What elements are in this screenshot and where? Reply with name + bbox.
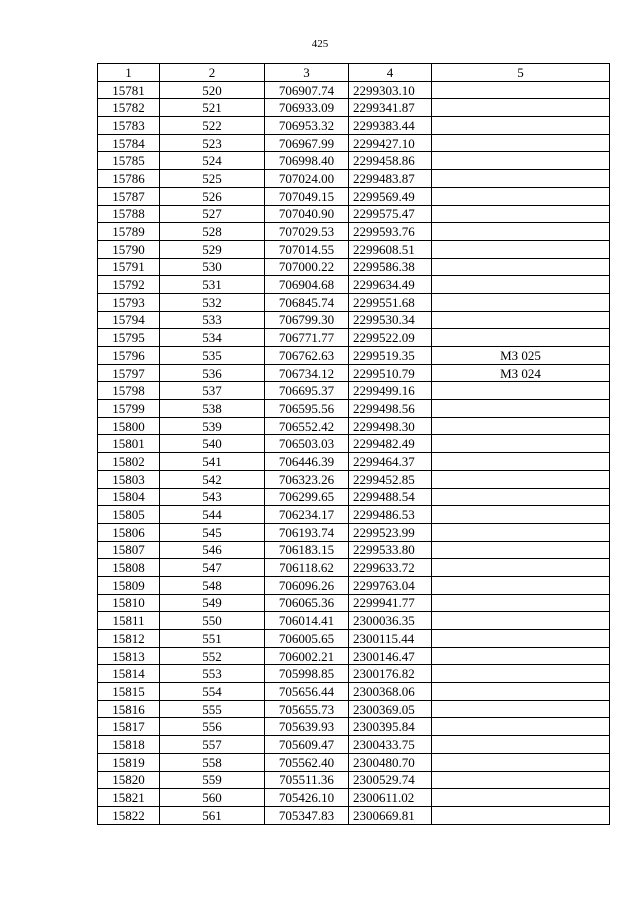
vertex-number-cell: 522 bbox=[160, 117, 265, 135]
point-number-cell: 15796 bbox=[98, 347, 160, 365]
x-coordinate-cell: 705609.47 bbox=[265, 736, 349, 754]
y-coordinate-cell: 2299488.54 bbox=[349, 488, 432, 506]
y-coordinate-cell: 2299499.16 bbox=[349, 382, 432, 400]
y-coordinate-cell: 2299510.79 bbox=[349, 364, 432, 382]
x-coordinate-cell: 707040.90 bbox=[265, 205, 349, 223]
note-cell bbox=[432, 99, 610, 117]
note-cell bbox=[432, 453, 610, 471]
vertex-number-cell: 532 bbox=[160, 293, 265, 311]
x-coordinate-cell: 706799.30 bbox=[265, 311, 349, 329]
table-row bbox=[98, 276, 610, 294]
vertex-number-cell: 540 bbox=[160, 435, 265, 453]
note-cell bbox=[432, 789, 610, 807]
point-number-cell: 15783 bbox=[98, 117, 160, 135]
y-coordinate-cell: 2299498.56 bbox=[349, 400, 432, 418]
note-cell bbox=[432, 134, 610, 152]
note-cell bbox=[432, 187, 610, 205]
y-coordinate-cell: 2299458.86 bbox=[349, 152, 432, 170]
y-coordinate-cell: 2300433.75 bbox=[349, 736, 432, 754]
x-coordinate-cell: 706503.03 bbox=[265, 435, 349, 453]
table-header-row bbox=[98, 64, 610, 82]
table-row bbox=[98, 329, 610, 347]
table-row bbox=[98, 99, 610, 117]
y-coordinate-cell: 2299551.68 bbox=[349, 293, 432, 311]
vertex-number-cell: 524 bbox=[160, 152, 265, 170]
table-row bbox=[98, 134, 610, 152]
x-coordinate-cell: 705656.44 bbox=[265, 683, 349, 701]
table-row bbox=[98, 488, 610, 506]
note-cell bbox=[432, 311, 610, 329]
y-coordinate-cell: 2299763.04 bbox=[349, 576, 432, 594]
point-number-cell: 15789 bbox=[98, 223, 160, 241]
note-cell bbox=[432, 594, 610, 612]
note-cell bbox=[432, 700, 610, 718]
note-cell: МЗ 025 bbox=[432, 347, 610, 365]
y-coordinate-cell: 2299486.53 bbox=[349, 506, 432, 524]
point-number-cell: 15815 bbox=[98, 683, 160, 701]
x-coordinate-cell: 707029.53 bbox=[265, 223, 349, 241]
note-cell bbox=[432, 506, 610, 524]
table-row bbox=[98, 806, 610, 824]
y-coordinate-cell: 2299482.49 bbox=[349, 435, 432, 453]
table-row bbox=[98, 258, 610, 276]
vertex-number-cell: 545 bbox=[160, 523, 265, 541]
note-cell bbox=[432, 736, 610, 754]
note-cell bbox=[432, 470, 610, 488]
table-row bbox=[98, 400, 610, 418]
y-coordinate-cell: 2299523.99 bbox=[349, 523, 432, 541]
x-coordinate-cell: 707000.22 bbox=[265, 258, 349, 276]
note-cell bbox=[432, 417, 610, 435]
vertex-number-cell: 523 bbox=[160, 134, 265, 152]
vertex-number-cell: 526 bbox=[160, 187, 265, 205]
x-coordinate-cell: 705347.83 bbox=[265, 806, 349, 824]
point-number-cell: 15799 bbox=[98, 400, 160, 418]
table-row bbox=[98, 240, 610, 258]
x-coordinate-cell: 706904.68 bbox=[265, 276, 349, 294]
x-coordinate-cell: 707014.55 bbox=[265, 240, 349, 258]
point-number-cell: 15809 bbox=[98, 576, 160, 594]
y-coordinate-cell: 2300369.05 bbox=[349, 700, 432, 718]
table-row bbox=[98, 417, 610, 435]
x-coordinate-cell: 705562.40 bbox=[265, 753, 349, 771]
note-cell bbox=[432, 541, 610, 559]
table-row bbox=[98, 753, 610, 771]
point-number-cell: 15786 bbox=[98, 170, 160, 188]
column-header-5: 5 bbox=[432, 64, 610, 82]
y-coordinate-cell: 2300115.44 bbox=[349, 630, 432, 648]
vertex-number-cell: 559 bbox=[160, 771, 265, 789]
table-row bbox=[98, 771, 610, 789]
table-body bbox=[98, 81, 610, 824]
y-coordinate-cell: 2299569.49 bbox=[349, 187, 432, 205]
table-row bbox=[98, 736, 610, 754]
note-cell bbox=[432, 223, 610, 241]
vertex-number-cell: 548 bbox=[160, 576, 265, 594]
x-coordinate-cell: 706552.42 bbox=[265, 417, 349, 435]
vertex-number-cell: 550 bbox=[160, 612, 265, 630]
point-number-cell: 15808 bbox=[98, 559, 160, 577]
point-number-cell: 15821 bbox=[98, 789, 160, 807]
table-row bbox=[98, 364, 610, 382]
x-coordinate-cell: 706299.65 bbox=[265, 488, 349, 506]
vertex-number-cell: 547 bbox=[160, 559, 265, 577]
x-coordinate-cell: 706002.21 bbox=[265, 647, 349, 665]
table-row bbox=[98, 647, 610, 665]
point-number-cell: 15790 bbox=[98, 240, 160, 258]
vertex-number-cell: 527 bbox=[160, 205, 265, 223]
column-header-1: 1 bbox=[98, 64, 160, 82]
y-coordinate-cell: 2300669.81 bbox=[349, 806, 432, 824]
point-number-cell: 15819 bbox=[98, 753, 160, 771]
x-coordinate-cell: 706234.17 bbox=[265, 506, 349, 524]
y-coordinate-cell: 2300036.35 bbox=[349, 612, 432, 630]
vertex-number-cell: 560 bbox=[160, 789, 265, 807]
note-cell bbox=[432, 81, 610, 99]
note-cell bbox=[432, 170, 610, 188]
vertex-number-cell: 556 bbox=[160, 718, 265, 736]
y-coordinate-cell: 2299483.87 bbox=[349, 170, 432, 188]
point-number-cell: 15812 bbox=[98, 630, 160, 648]
table-row bbox=[98, 718, 610, 736]
vertex-number-cell: 529 bbox=[160, 240, 265, 258]
table-row bbox=[98, 170, 610, 188]
x-coordinate-cell: 706183.15 bbox=[265, 541, 349, 559]
y-coordinate-cell: 2299519.35 bbox=[349, 347, 432, 365]
y-coordinate-cell: 2299593.76 bbox=[349, 223, 432, 241]
y-coordinate-cell: 2299452.85 bbox=[349, 470, 432, 488]
point-number-cell: 15784 bbox=[98, 134, 160, 152]
y-coordinate-cell: 2299634.49 bbox=[349, 276, 432, 294]
y-coordinate-cell: 2299530.34 bbox=[349, 311, 432, 329]
x-coordinate-cell: 706118.62 bbox=[265, 559, 349, 577]
x-coordinate-cell: 706933.09 bbox=[265, 99, 349, 117]
vertex-number-cell: 549 bbox=[160, 594, 265, 612]
x-coordinate-cell: 706695.37 bbox=[265, 382, 349, 400]
table-row bbox=[98, 541, 610, 559]
point-number-cell: 15802 bbox=[98, 453, 160, 471]
x-coordinate-cell: 706193.74 bbox=[265, 523, 349, 541]
point-number-cell: 15795 bbox=[98, 329, 160, 347]
vertex-number-cell: 551 bbox=[160, 630, 265, 648]
point-number-cell: 15800 bbox=[98, 417, 160, 435]
point-number-cell: 15806 bbox=[98, 523, 160, 541]
y-coordinate-cell: 2299383.44 bbox=[349, 117, 432, 135]
vertex-number-cell: 539 bbox=[160, 417, 265, 435]
x-coordinate-cell: 706446.39 bbox=[265, 453, 349, 471]
note-cell bbox=[432, 240, 610, 258]
table-row bbox=[98, 81, 610, 99]
x-coordinate-cell: 706967.99 bbox=[265, 134, 349, 152]
column-header-3: 3 bbox=[265, 64, 349, 82]
vertex-number-cell: 534 bbox=[160, 329, 265, 347]
y-coordinate-cell: 2299633.72 bbox=[349, 559, 432, 577]
x-coordinate-cell: 706096.26 bbox=[265, 576, 349, 594]
point-number-cell: 15814 bbox=[98, 665, 160, 683]
point-number-cell: 15803 bbox=[98, 470, 160, 488]
coordinates-table bbox=[97, 63, 610, 825]
y-coordinate-cell: 2299533.80 bbox=[349, 541, 432, 559]
x-coordinate-cell: 707024.00 bbox=[265, 170, 349, 188]
y-coordinate-cell: 2299586.38 bbox=[349, 258, 432, 276]
x-coordinate-cell: 706771.77 bbox=[265, 329, 349, 347]
vertex-number-cell: 533 bbox=[160, 311, 265, 329]
point-number-cell: 15817 bbox=[98, 718, 160, 736]
y-coordinate-cell: 2299575.47 bbox=[349, 205, 432, 223]
point-number-cell: 15791 bbox=[98, 258, 160, 276]
table-row bbox=[98, 117, 610, 135]
vertex-number-cell: 530 bbox=[160, 258, 265, 276]
y-coordinate-cell: 2300176.82 bbox=[349, 665, 432, 683]
note-cell bbox=[432, 576, 610, 594]
note-cell bbox=[432, 258, 610, 276]
table-row bbox=[98, 665, 610, 683]
point-number-cell: 15822 bbox=[98, 806, 160, 824]
x-coordinate-cell: 706595.56 bbox=[265, 400, 349, 418]
vertex-number-cell: 558 bbox=[160, 753, 265, 771]
point-number-cell: 15816 bbox=[98, 700, 160, 718]
note-cell bbox=[432, 665, 610, 683]
y-coordinate-cell: 2299427.10 bbox=[349, 134, 432, 152]
table-row bbox=[98, 559, 610, 577]
table-row bbox=[98, 506, 610, 524]
note-cell bbox=[432, 753, 610, 771]
y-coordinate-cell: 2300480.70 bbox=[349, 753, 432, 771]
vertex-number-cell: 538 bbox=[160, 400, 265, 418]
vertex-number-cell: 555 bbox=[160, 700, 265, 718]
x-coordinate-cell: 705511.36 bbox=[265, 771, 349, 789]
vertex-number-cell: 553 bbox=[160, 665, 265, 683]
table-row bbox=[98, 293, 610, 311]
note-cell bbox=[432, 435, 610, 453]
vertex-number-cell: 541 bbox=[160, 453, 265, 471]
note-cell bbox=[432, 488, 610, 506]
vertex-number-cell: 554 bbox=[160, 683, 265, 701]
y-coordinate-cell: 2299941.77 bbox=[349, 594, 432, 612]
x-coordinate-cell: 706323.26 bbox=[265, 470, 349, 488]
vertex-number-cell: 535 bbox=[160, 347, 265, 365]
table-row bbox=[98, 700, 610, 718]
y-coordinate-cell: 2299464.37 bbox=[349, 453, 432, 471]
note-cell bbox=[432, 152, 610, 170]
table-row bbox=[98, 453, 610, 471]
point-number-cell: 15805 bbox=[98, 506, 160, 524]
point-number-cell: 15804 bbox=[98, 488, 160, 506]
point-number-cell: 15787 bbox=[98, 187, 160, 205]
x-coordinate-cell: 706762.63 bbox=[265, 347, 349, 365]
table-row bbox=[98, 630, 610, 648]
table-row bbox=[98, 576, 610, 594]
note-cell bbox=[432, 276, 610, 294]
point-number-cell: 15820 bbox=[98, 771, 160, 789]
vertex-number-cell: 536 bbox=[160, 364, 265, 382]
point-number-cell: 15801 bbox=[98, 435, 160, 453]
vertex-number-cell: 528 bbox=[160, 223, 265, 241]
table-row bbox=[98, 683, 610, 701]
y-coordinate-cell: 2299303.10 bbox=[349, 81, 432, 99]
point-number-cell: 15798 bbox=[98, 382, 160, 400]
table-row bbox=[98, 205, 610, 223]
x-coordinate-cell: 705655.73 bbox=[265, 700, 349, 718]
note-cell bbox=[432, 718, 610, 736]
x-coordinate-cell: 707049.15 bbox=[265, 187, 349, 205]
column-header-4: 4 bbox=[349, 64, 432, 82]
column-header-2: 2 bbox=[160, 64, 265, 82]
x-coordinate-cell: 705998.85 bbox=[265, 665, 349, 683]
point-number-cell: 15785 bbox=[98, 152, 160, 170]
point-number-cell: 15792 bbox=[98, 276, 160, 294]
point-number-cell: 15782 bbox=[98, 99, 160, 117]
y-coordinate-cell: 2300368.06 bbox=[349, 683, 432, 701]
x-coordinate-cell: 706005.65 bbox=[265, 630, 349, 648]
y-coordinate-cell: 2299498.30 bbox=[349, 417, 432, 435]
x-coordinate-cell: 706907.74 bbox=[265, 81, 349, 99]
point-number-cell: 15813 bbox=[98, 647, 160, 665]
vertex-number-cell: 557 bbox=[160, 736, 265, 754]
point-number-cell: 15788 bbox=[98, 205, 160, 223]
vertex-number-cell: 561 bbox=[160, 806, 265, 824]
table-row bbox=[98, 789, 610, 807]
note-cell bbox=[432, 329, 610, 347]
x-coordinate-cell: 706065.36 bbox=[265, 594, 349, 612]
table-row bbox=[98, 470, 610, 488]
table-row bbox=[98, 435, 610, 453]
y-coordinate-cell: 2300146.47 bbox=[349, 647, 432, 665]
point-number-cell: 15797 bbox=[98, 364, 160, 382]
vertex-number-cell: 537 bbox=[160, 382, 265, 400]
vertex-number-cell: 531 bbox=[160, 276, 265, 294]
y-coordinate-cell: 2299608.51 bbox=[349, 240, 432, 258]
point-number-cell: 15807 bbox=[98, 541, 160, 559]
vertex-number-cell: 544 bbox=[160, 506, 265, 524]
point-number-cell: 15811 bbox=[98, 612, 160, 630]
note-cell bbox=[432, 771, 610, 789]
point-number-cell: 15794 bbox=[98, 311, 160, 329]
note-cell bbox=[432, 205, 610, 223]
note-cell bbox=[432, 523, 610, 541]
note-cell bbox=[432, 117, 610, 135]
x-coordinate-cell: 705639.93 bbox=[265, 718, 349, 736]
y-coordinate-cell: 2299341.87 bbox=[349, 99, 432, 117]
x-coordinate-cell: 706734.12 bbox=[265, 364, 349, 382]
note-cell bbox=[432, 400, 610, 418]
vertex-number-cell: 546 bbox=[160, 541, 265, 559]
table-row bbox=[98, 311, 610, 329]
vertex-number-cell: 543 bbox=[160, 488, 265, 506]
note-cell bbox=[432, 382, 610, 400]
x-coordinate-cell: 706845.74 bbox=[265, 293, 349, 311]
note-cell bbox=[432, 647, 610, 665]
y-coordinate-cell: 2300395.84 bbox=[349, 718, 432, 736]
y-coordinate-cell: 2299522.09 bbox=[349, 329, 432, 347]
table-row bbox=[98, 223, 610, 241]
table-row bbox=[98, 347, 610, 365]
vertex-number-cell: 520 bbox=[160, 81, 265, 99]
vertex-number-cell: 542 bbox=[160, 470, 265, 488]
y-coordinate-cell: 2300529.74 bbox=[349, 771, 432, 789]
point-number-cell: 15818 bbox=[98, 736, 160, 754]
note-cell bbox=[432, 293, 610, 311]
note-cell bbox=[432, 612, 610, 630]
x-coordinate-cell: 705426.10 bbox=[265, 789, 349, 807]
note-cell bbox=[432, 630, 610, 648]
note-cell bbox=[432, 559, 610, 577]
page-number: 425 bbox=[311, 38, 329, 50]
point-number-cell: 15781 bbox=[98, 81, 160, 99]
x-coordinate-cell: 706014.41 bbox=[265, 612, 349, 630]
note-cell: МЗ 024 bbox=[432, 364, 610, 382]
x-coordinate-cell: 706998.40 bbox=[265, 152, 349, 170]
x-coordinate-cell: 706953.32 bbox=[265, 117, 349, 135]
note-cell bbox=[432, 683, 610, 701]
table-row bbox=[98, 523, 610, 541]
table-row bbox=[98, 152, 610, 170]
table-row bbox=[98, 187, 610, 205]
point-number-cell: 15810 bbox=[98, 594, 160, 612]
y-coordinate-cell: 2300611.02 bbox=[349, 789, 432, 807]
note-cell bbox=[432, 806, 610, 824]
vertex-number-cell: 525 bbox=[160, 170, 265, 188]
vertex-number-cell: 521 bbox=[160, 99, 265, 117]
table-row bbox=[98, 594, 610, 612]
table-row bbox=[98, 382, 610, 400]
table-row bbox=[98, 612, 610, 630]
vertex-number-cell: 552 bbox=[160, 647, 265, 665]
point-number-cell: 15793 bbox=[98, 293, 160, 311]
